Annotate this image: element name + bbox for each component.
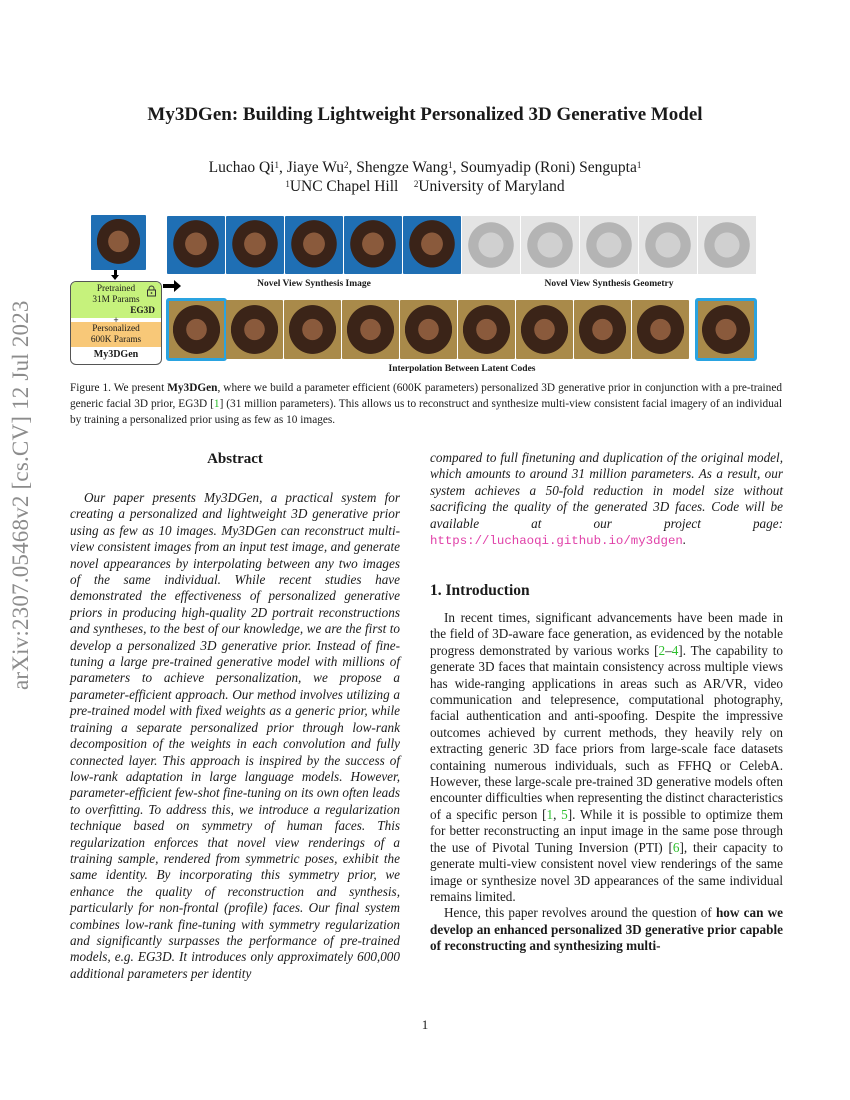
affiliation-mark: 2 (413, 179, 419, 189)
bold-question: how can we develop an enhanced personalized 3D generative prior capable of reconstructing and synthesizing multi- (430, 905, 783, 954)
paper-title: My3DGen: Building Lightweight Personalized 3D Generative Model (147, 104, 703, 125)
nvs-image (285, 216, 343, 274)
author-list: Luchao Qi$^1$, Jiaye Wu$^2$, Shengze Wang$^1$, Soumyadip (Roni) Sengupta$^1$ (208, 159, 642, 176)
affiliation: UNC Chapel Hill (289, 178, 399, 195)
affiliation-mark: 1 (274, 160, 279, 170)
author-name: Soumyadip (Roni) Sengupta (460, 159, 637, 176)
citation-link[interactable]: 2 (658, 642, 666, 658)
personalized-label: Personalized (92, 324, 140, 334)
nvs-image (344, 216, 402, 274)
text: , (553, 806, 562, 822)
affiliation-list (0, 177, 850, 196)
affiliation-mark: 1 (636, 160, 642, 170)
affiliation-mark: 2 (343, 160, 349, 170)
authors-block (0, 158, 850, 196)
model-name: My3DGen (93, 349, 139, 360)
page-number: 1 (421, 1017, 429, 1032)
interp-target-image (697, 300, 755, 359)
interp-image (458, 300, 515, 359)
abstract-continuation: compared to full finetuning and duplication of the original model, which amounts to around 31 million parameters. As a result, our system achieves a 50-fold reduction in model size without sacrificing the quality of the generated 3D faces. Code will be available at our project page: (430, 450, 783, 531)
section-heading-introduction: 1. Introduction (430, 582, 530, 599)
personalized-params: 600K Params (90, 335, 142, 345)
caption-text: Figure 1. We present (70, 382, 168, 394)
text: ]. While it is possible to optimize them for better reconstructing an input image in the same pose through the use of Pivotal Tuning Inversion (PTI) [ (430, 806, 783, 855)
author-name: Shengze Wang (356, 159, 449, 176)
abstract-heading: Abstract (207, 451, 263, 467)
citation-link[interactable]: 1 (213, 398, 220, 410)
intro-paragraph (430, 610, 783, 905)
pretrained-block (71, 282, 161, 318)
nvs-image-label: Novel View Synthesis Image (257, 279, 371, 289)
citation-link[interactable]: 5 (561, 806, 568, 822)
caption-bold: My3DGen (167, 382, 218, 394)
nvs-geometry (462, 216, 520, 274)
abstract-text-left: Our paper presents My3DGen, a practical system for creating a personalized and lightweight 3D generative prior using as few as 10 images. My3DGen can reconstruct multi-view consistent images from an input test image, and generate novel appearances by interpolating between any two images of the same individual. While recent studies have demonstrated the effectiveness of personalized generative priors in producing high-quality 2D portrait reconstructions and syntheses, to the best of our knowledge, we are the first to develop a personalized 3D generative prior. Instead of fine-tuning a large pre-trained generative model with millions of parameters to achieve personalization, we propose a parameter-efficient approach. Our method involves utilizing a pre-trained model with fixed weights as a generic prior, while training a separate personalized prior through low-rank decomposition of the weights in each convolution and fully connected layer. This approach is inspired by the success of low-rank adaptation in large language models. However, parameter-efficient few-shot fine-tuning on its own often leads to overfitting. To address this, we introduce a regularization technique based on symmetry of human faces. This regularization enforces that novel view renderings of a training sample, rendered from symmetric poses, exhibit the same identity. By incorporating this symmetry prior, we enhance the quality of reconstruction and synthesis, particularly for non-frontal (profile) faces. Our final system combines low-rank fine-tuning with symmetry regularization and significantly surpasses the performance of pre-trained models, e.g. EG3D. It introduces only approximately 600,000 additional parameters per identity (70, 490, 400, 981)
interp-image (400, 300, 457, 359)
model-diagram (70, 281, 162, 365)
figure-caption (70, 380, 782, 428)
introduction-body (430, 610, 783, 955)
citation-link[interactable]: 6 (672, 839, 680, 855)
text: – (665, 642, 672, 658)
interp-image (226, 300, 283, 359)
affiliation: University of Maryland (418, 178, 565, 195)
author-name: Jiaye Wu (286, 159, 344, 176)
caption-text: , where we build a parameter efficient (600K parameters) personalized 3D generative prior in conjunction with a pre-trained generic facial 3D prior, EG3D [ (70, 382, 782, 410)
author-name: Luchao Qi (208, 159, 275, 176)
affiliation-mark: 1 (285, 179, 290, 189)
citation-link[interactable]: 1 (546, 806, 554, 822)
nvs-image (167, 216, 225, 274)
nvs-geometry-label: Novel View Synthesis Geometry (544, 279, 674, 289)
affiliation-mark: 1 (448, 160, 453, 170)
project-url-link[interactable]: https://luchaoqi.github.io/my3dgen (430, 534, 683, 549)
interp-image (342, 300, 399, 359)
interp-source-image (168, 300, 225, 359)
nvs-geometry (521, 216, 579, 274)
interp-image (632, 300, 689, 359)
interp-image (284, 300, 341, 359)
citation-link[interactable]: 4 (671, 642, 679, 658)
nvs-image (403, 216, 461, 274)
nvs-image (226, 216, 284, 274)
caption-text: ] (31 million parameters). This allows us to reconstruct and synthesize multi-view consistent facial imagery of an individual by training a personalized prior using as few as 10 images. (70, 398, 782, 426)
interpolation-label: Interpolation Between Latent Codes (388, 364, 536, 374)
interp-image (516, 300, 573, 359)
text: Hence, this paper revolves around the question of (444, 905, 716, 921)
plus-sign: + (113, 316, 119, 326)
nvs-geometry (639, 216, 697, 274)
arxiv-stamp: arXiv:2307.05468v2 [cs.CV] 12 Jul 2023 (8, 300, 33, 690)
text: In recent times, significant advancements have been made in the field of 3D-aware face generation, as evidenced by the notable progress demonstrated by various works [ (430, 610, 783, 658)
interp-image (574, 300, 631, 359)
lock-icon (146, 285, 157, 297)
pretrained-label: Pretrained (96, 284, 136, 294)
text: ], their capacity to generate multi-view consistent novel view renderings of the same image or synthesize novel 3D appearances of the same individual remains limited. (430, 839, 783, 904)
pretrained-model-name: EG3D (130, 306, 155, 316)
abstract-text-right (430, 450, 783, 549)
pretrained-params: 31M Params (92, 295, 140, 305)
nvs-geometry (698, 216, 756, 274)
arrow-down-icon (114, 270, 117, 276)
punctuation: . (682, 532, 687, 548)
input-image (91, 215, 146, 270)
text: ]. The capability to generate 3D faces that maintain consistency across multiple views has wide-ranging applications in areas such as AR/VR, video communication and telepresence, computational photography, facial authentication and anti-spoofing. Despite the impressive outcomes achieved by current methods, they heavily rely on extracting generic 3D face priors from large-scale face datasets containing numerous individuals, such as FFHQ or CelebA. However, these large-scale pre-trained 3D generative models often encounter difficulties when representing the distinct characteristics of a specific person [ (430, 642, 783, 822)
intro-paragraph (430, 905, 783, 954)
nvs-geometry (580, 216, 638, 274)
